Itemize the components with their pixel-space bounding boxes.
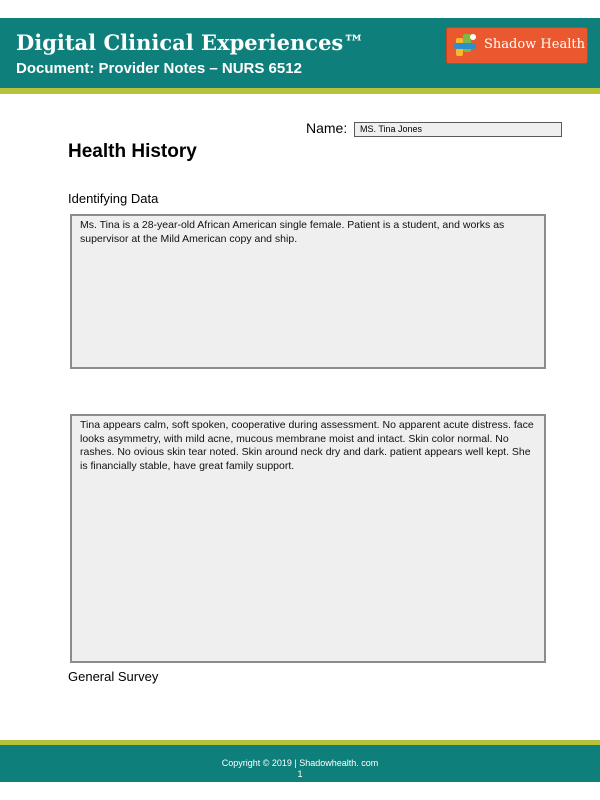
logo-text: Shadow Health (484, 37, 585, 52)
general-survey-label: General Survey (68, 669, 159, 684)
general-survey-textarea[interactable]: Tina appears calm, soft spoken, cooperative during assessment. No apparent acute distress. face looks asymmetry, with mild acne, mucous membrane moist and intact. Skin color normal. No rashes. No ovious skin tear noted. Skin around neck dry and dark. patient appears well kept. She is financially stable, have great family support. (70, 414, 546, 663)
identifying-data-textarea[interactable]: Ms. Tina is a 28-year-old African American single female. Patient is a student, and works as supervisor at the Mild American copy and ship. (70, 214, 546, 369)
page-title: Health History (68, 141, 197, 162)
shadow-health-logo (446, 27, 588, 64)
header-accent-stripe (0, 88, 600, 94)
shadow-health-logo-icon (452, 31, 480, 60)
identifying-data-label: Identifying Data (68, 191, 159, 206)
copyright-text: Copyright © 2019 | Shadowhealth. com (221, 758, 379, 768)
document-subtitle: Document: Provider Notes – NURS 6512 (16, 60, 302, 77)
page-number: 1 (297, 769, 303, 779)
name-label: Name: (306, 120, 348, 136)
name-field[interactable]: MS. Tina Jones (354, 122, 562, 137)
app-title: Digital Clinical Experiences™ (16, 30, 365, 55)
